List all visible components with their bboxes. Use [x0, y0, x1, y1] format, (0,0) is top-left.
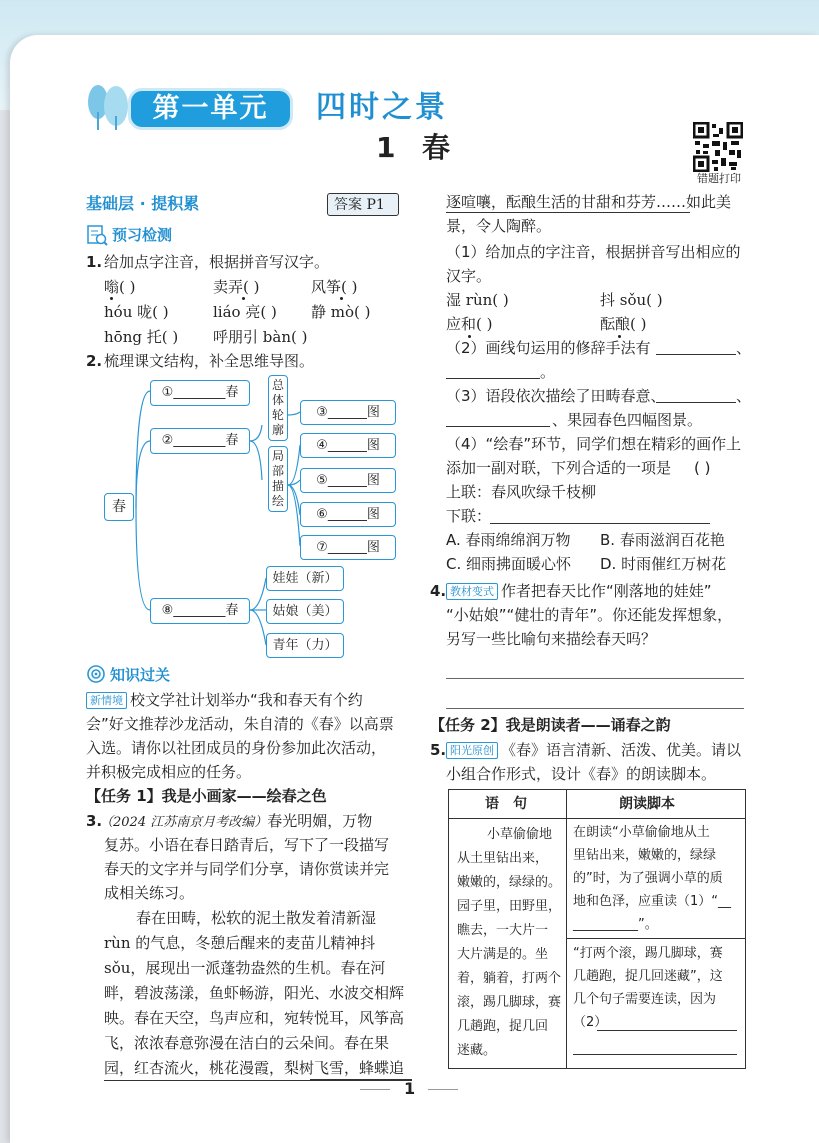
- preview-title: 预习检测: [112, 226, 173, 244]
- q3-1-text: 汉字。: [446, 267, 492, 285]
- mind-root: 春: [104, 493, 134, 521]
- script-line: 里钻出来，嫩嫩的，绿绿: [573, 848, 717, 863]
- intro-line-1: 新情境 校文学社计划举办“我和春天有个约: [86, 688, 363, 712]
- passage-line: 畔，碧波荡漾，鱼虾畅游，阳光、水波交相辉: [104, 984, 405, 1002]
- couplet-upper: 上联：春风吹绿千枝柳: [446, 483, 597, 501]
- magnifier-icon: [86, 224, 108, 246]
- qr-label: 错题打印: [697, 172, 741, 185]
- qr-code-icon[interactable]: [693, 122, 743, 172]
- task-1-heading: 【任务 1】我是小画家——绘春之色: [86, 787, 327, 805]
- q5-number: 5.: [430, 741, 447, 759]
- textbook-variant-tag: 教材变式: [446, 583, 498, 600]
- mind-leaf: ⑥______图: [300, 502, 396, 527]
- mind-leaf: ⑤______图: [300, 468, 396, 493]
- original-tag: 阳光原创: [446, 742, 498, 759]
- q1-item: 静 mò( ): [311, 303, 371, 321]
- q3-1-item: 湿 rùn( ): [446, 291, 509, 309]
- q3-1-text: （1）给加点的字注音，根据拼音写出相应的: [446, 243, 741, 261]
- answer-paren[interactable]: ( ): [694, 459, 711, 477]
- q1-item: 呼朋引 bàn( ): [213, 328, 308, 346]
- q1-number: 1.: [86, 253, 103, 271]
- option-b[interactable]: B. 春雨滋润百花艳: [600, 531, 725, 549]
- intro-line: 入选。请你以社团成员的身份参加此次活动，: [86, 739, 387, 757]
- script-line: 几趟跑，捉几回迷藏”，这: [573, 969, 723, 984]
- mind-leaf: ⑦______图: [300, 535, 396, 560]
- q3-4-text: （4）“绘春”环节，同学们想在精彩的画作上: [446, 435, 742, 453]
- mind-branch-1: ①________春: [150, 380, 250, 406]
- knowledge-title: 知识过关: [110, 666, 171, 684]
- q3-2-text: （2）画线句运用的修辞手法有: [446, 339, 651, 357]
- intro-line: 会”好文推荐沙龙活动，朱自清的《春》以高票: [86, 715, 394, 733]
- q1-item: liáo 亮( ): [213, 303, 277, 321]
- answer-line[interactable]: [446, 708, 744, 709]
- passage-line: sǒu，展现出一派蓬勃盎然的生机。春在河: [104, 959, 386, 977]
- q5-text: 小组合作形式，设计《春》的朗读脚本。: [446, 765, 717, 783]
- q1-item: hóu 咙( ): [104, 303, 169, 321]
- unit-label: 第一单元: [152, 93, 269, 124]
- passage-cont: 逐喧嚷，酝酿生活的甘甜和芬芳……如此美: [446, 193, 732, 211]
- mind-sub: 姑娘（美）: [266, 599, 344, 624]
- script-line: 几个句子需要连读，因为: [573, 992, 717, 1007]
- page-number: 1: [404, 1079, 416, 1098]
- q3-3-text: （3）语段依次描绘了田畴春意、: [446, 387, 666, 405]
- tree-icon: [84, 82, 132, 132]
- sentence-line: 着，躺着，打两个: [457, 971, 562, 986]
- q1-item: 卖弄( ): [213, 278, 260, 296]
- q1-item: 嗡( ): [104, 278, 136, 296]
- mind-branch-3: ⑧________春: [150, 598, 250, 624]
- q3-4-text: 添加一副对联，下列合适的一项是: [446, 459, 672, 477]
- q4-text: 作者把春天比作“刚落地的娃娃”: [501, 582, 712, 600]
- lesson-number: 1: [376, 131, 396, 164]
- q1-text: 给加点字注音，根据拼音写汉字。: [104, 253, 330, 271]
- script-line: __________”。: [573, 917, 658, 932]
- passage-line: 飞，浓浓春意弥漫在洁白的云朵间。春在果: [104, 1034, 390, 1052]
- q4-text: “小姑娘”“健壮的青年”。你还能发挥想象，: [446, 606, 733, 624]
- q3-text: 复苏。小语在春日踏青后，写下了一段描写: [104, 836, 390, 854]
- target-icon: [86, 664, 106, 684]
- mind-sub: 青年（力）: [266, 633, 344, 658]
- answer-ref: 答案 P1: [334, 197, 385, 213]
- q1-item: 风筝( ): [311, 278, 358, 296]
- answer-line[interactable]: [573, 1054, 737, 1055]
- sentence-line: 瞧去，一大片一: [457, 923, 549, 938]
- q3-1-item: 抖 sǒu( ): [600, 291, 663, 309]
- answer-line[interactable]: [597, 1030, 737, 1031]
- script-table: [448, 789, 746, 1069]
- lesson-title: 春: [422, 131, 451, 164]
- table-header-script: 朗读脚本: [619, 796, 675, 812]
- q5-text: 《春》语言清新、活泼、优美。请以: [501, 741, 742, 759]
- passage-cont: 景，令人陶醉。: [446, 217, 552, 235]
- sentence-line: 从土里钻出来，: [457, 851, 549, 866]
- sentence-line: 园子里，田野里，: [457, 899, 562, 914]
- script-line: “打两个滚，踢几脚球，赛: [573, 946, 723, 961]
- mind-group-2: 局部描绘: [268, 446, 288, 512]
- intro-line: 并积极完成相应的任务。: [86, 763, 252, 781]
- option-c[interactable]: C. 细雨拂面暖心怀: [446, 555, 572, 573]
- script-line: （2）: [573, 1015, 608, 1030]
- mind-sub: 娃娃（新）: [266, 566, 344, 591]
- mind-group-1: 总体轮廓: [268, 375, 288, 441]
- q3-text: 成相关练习。: [104, 884, 195, 902]
- q3-3-text: 、果园春色四幅图景。: [552, 411, 703, 429]
- answer-line[interactable]: [446, 678, 744, 679]
- passage-line: 映。春在天空，鸟声应和，宛转悦耳，风筝高: [104, 1009, 405, 1027]
- q1-item: hōng 托( ): [104, 328, 179, 346]
- passage-line: rùn 的气息，冬憩后醒来的麦苗儿精神抖: [104, 934, 376, 952]
- new-situation-tag: 新情境: [86, 692, 127, 709]
- q4-number: 4.: [430, 582, 447, 600]
- sentence-line: 小草偷偷地: [487, 827, 553, 842]
- q3-1-item: 应和( ): [446, 315, 493, 333]
- q3-text: 春天的文字并与同学们分享，请你赏读并完: [104, 860, 390, 878]
- option-d[interactable]: D. 时雨催红万树花: [600, 555, 727, 573]
- table-header-sentence: 语 句: [485, 796, 527, 812]
- q3-number: 3.: [86, 812, 103, 830]
- answer-ref-box[interactable]: [327, 193, 399, 216]
- q2-text: 梳理课文结构，补全思维导图。: [104, 352, 315, 370]
- section-title: 基础层 · 提积累: [86, 194, 200, 213]
- q3-1-item: 酝酿( ): [600, 315, 647, 333]
- q2-number: 2.: [86, 352, 103, 370]
- unit-badge: [128, 88, 293, 130]
- passage-line: 春在田畴，松软的泥土散发着清新湿: [136, 909, 377, 927]
- sentence-line: 大片满是的。坐: [457, 947, 549, 962]
- script-line: 地和色泽，应重读（1）“__: [573, 894, 732, 909]
- sentence-line: 迷藏。: [457, 1043, 497, 1058]
- script-line: 的”时，为了强调小草的质: [573, 871, 723, 886]
- q3-source: （2024 江苏南京月考改编）: [100, 815, 268, 830]
- mind-leaf: ③______图: [300, 400, 396, 425]
- task-2-heading: 【任务 2】我是朗读者——诵春之韵: [430, 716, 671, 734]
- couplet-lower: 下联：: [446, 507, 492, 525]
- script-line: 在朗读“小草偷偷地从土: [573, 825, 710, 840]
- mind-branch-2: ②________春: [150, 428, 250, 454]
- mind-leaf: ④______图: [300, 433, 396, 458]
- sentence-line: 滚，踢几脚球，赛: [457, 995, 562, 1010]
- q4-text: 另写一些比喻句来描绘春天吗？: [446, 630, 657, 648]
- passage-line: 园，红杏流火，桃花漫霞，梨树飞雪，蜂蝶追: [104, 1059, 405, 1077]
- option-a[interactable]: A. 春雨绵绵润万物: [446, 531, 571, 549]
- q3-text: 春光明媚，万物: [267, 812, 373, 830]
- sentence-line: 几趟跑，捉几回: [457, 1019, 549, 1034]
- unit-title: 四时之景: [316, 90, 448, 125]
- sentence-line: 嫩嫩的，绿绿的。: [457, 875, 562, 890]
